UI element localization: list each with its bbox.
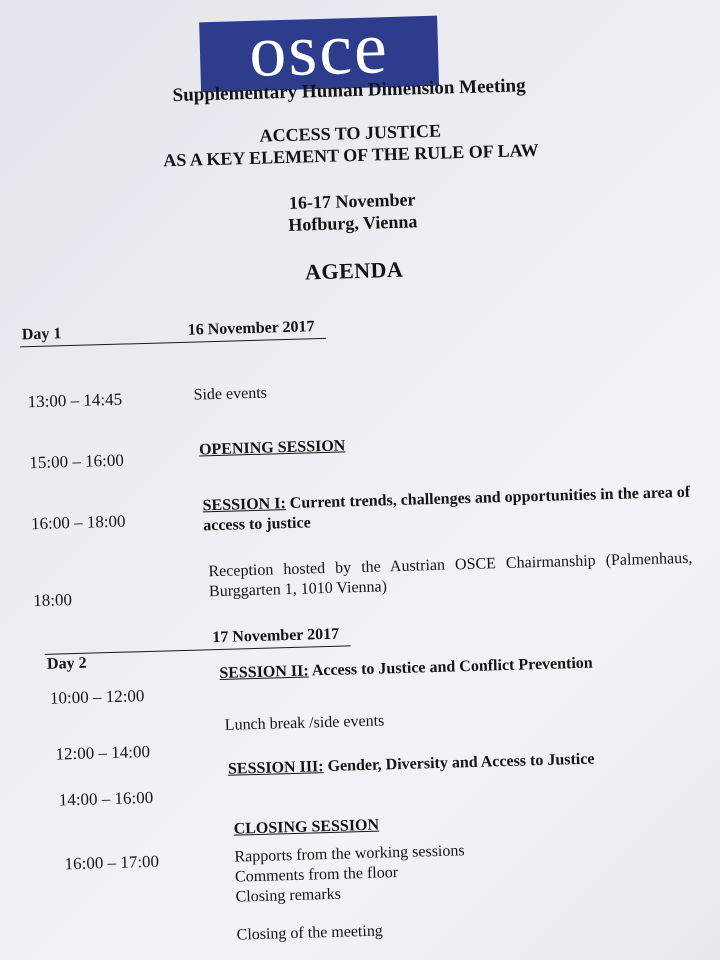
- closing-line-1: Rapports from the working sessions: [234, 842, 465, 866]
- day1-item4-time: 18:00: [32, 590, 73, 611]
- logo-text: osce: [248, 7, 390, 93]
- day1-item1-text: Side events: [193, 384, 268, 404]
- topic-title: [50, 114, 651, 175]
- day1-item2-time: 15:00 – 16:00: [29, 450, 125, 473]
- day2-item3-desc: [228, 746, 718, 780]
- day1-label: Day 1: [21, 325, 62, 344]
- closing-session-label: CLOSING SESSION: [233, 816, 380, 838]
- day2-date: 17 November 2017: [212, 625, 340, 647]
- day1-item1-time: 13:00 – 14:45: [27, 389, 123, 412]
- session3-label: SESSION III:: [227, 758, 324, 778]
- date-venue: [52, 182, 653, 243]
- day1-item3-desc: [202, 483, 693, 537]
- session2-label: SESSION II:: [219, 662, 309, 682]
- opening-session-label: OPENING SESSION: [198, 437, 346, 459]
- day2-item1-desc: [219, 650, 709, 684]
- session1-title: Current trends, challenges and opportunities in the area of access to justice: [202, 483, 691, 535]
- meeting-dates: 16-17 November: [288, 189, 416, 213]
- closing-line-2: Comments from the floor: [234, 864, 399, 886]
- day2-item1-time: 10:00 – 12:00: [49, 686, 145, 708]
- day2-item3-time: 14:00 – 16:00: [58, 787, 154, 810]
- day2-label: Day 2: [46, 654, 87, 673]
- topic-line-2: AS A KEY ELEMENT OF THE RULE OF LAW: [163, 139, 539, 171]
- day2-item4-desc: [233, 806, 720, 946]
- meeting-title: Supplementary Human Dimension Meeting: [172, 75, 526, 107]
- agenda-heading: AGENDA: [304, 256, 404, 285]
- topic-line-1: ACCESS TO JUSTICE: [259, 120, 442, 146]
- session2-title: Access to Justice and Conflict Prevention: [311, 654, 593, 680]
- closing-line-3: Closing remarks: [235, 885, 342, 906]
- day1-item2-session: [199, 427, 689, 461]
- session3-title: Gender, Diversity and Access to Justice: [327, 750, 595, 776]
- closing-of-meeting: Closing of the meeting: [236, 922, 384, 944]
- day1-item3-time: 16:00 – 18:00: [30, 511, 126, 534]
- day2-item2-time: 12:00 – 14:00: [55, 741, 151, 764]
- meeting-venue: Hofburg, Vienna: [288, 211, 418, 235]
- day2-item4-time: 16:00 – 17:00: [64, 851, 160, 874]
- day1-header: [19, 313, 326, 348]
- day1-date: 16 November 2017: [187, 318, 315, 339]
- day1-item4-text: Reception hosted by the Austrian OSCE Chairmanship (Palmenhaus, Burggarten 1, 1010 Vienna): [208, 549, 693, 601]
- session1-label: SESSION I:: [202, 495, 287, 515]
- day2-item2-text: Lunch break /side events: [224, 712, 385, 734]
